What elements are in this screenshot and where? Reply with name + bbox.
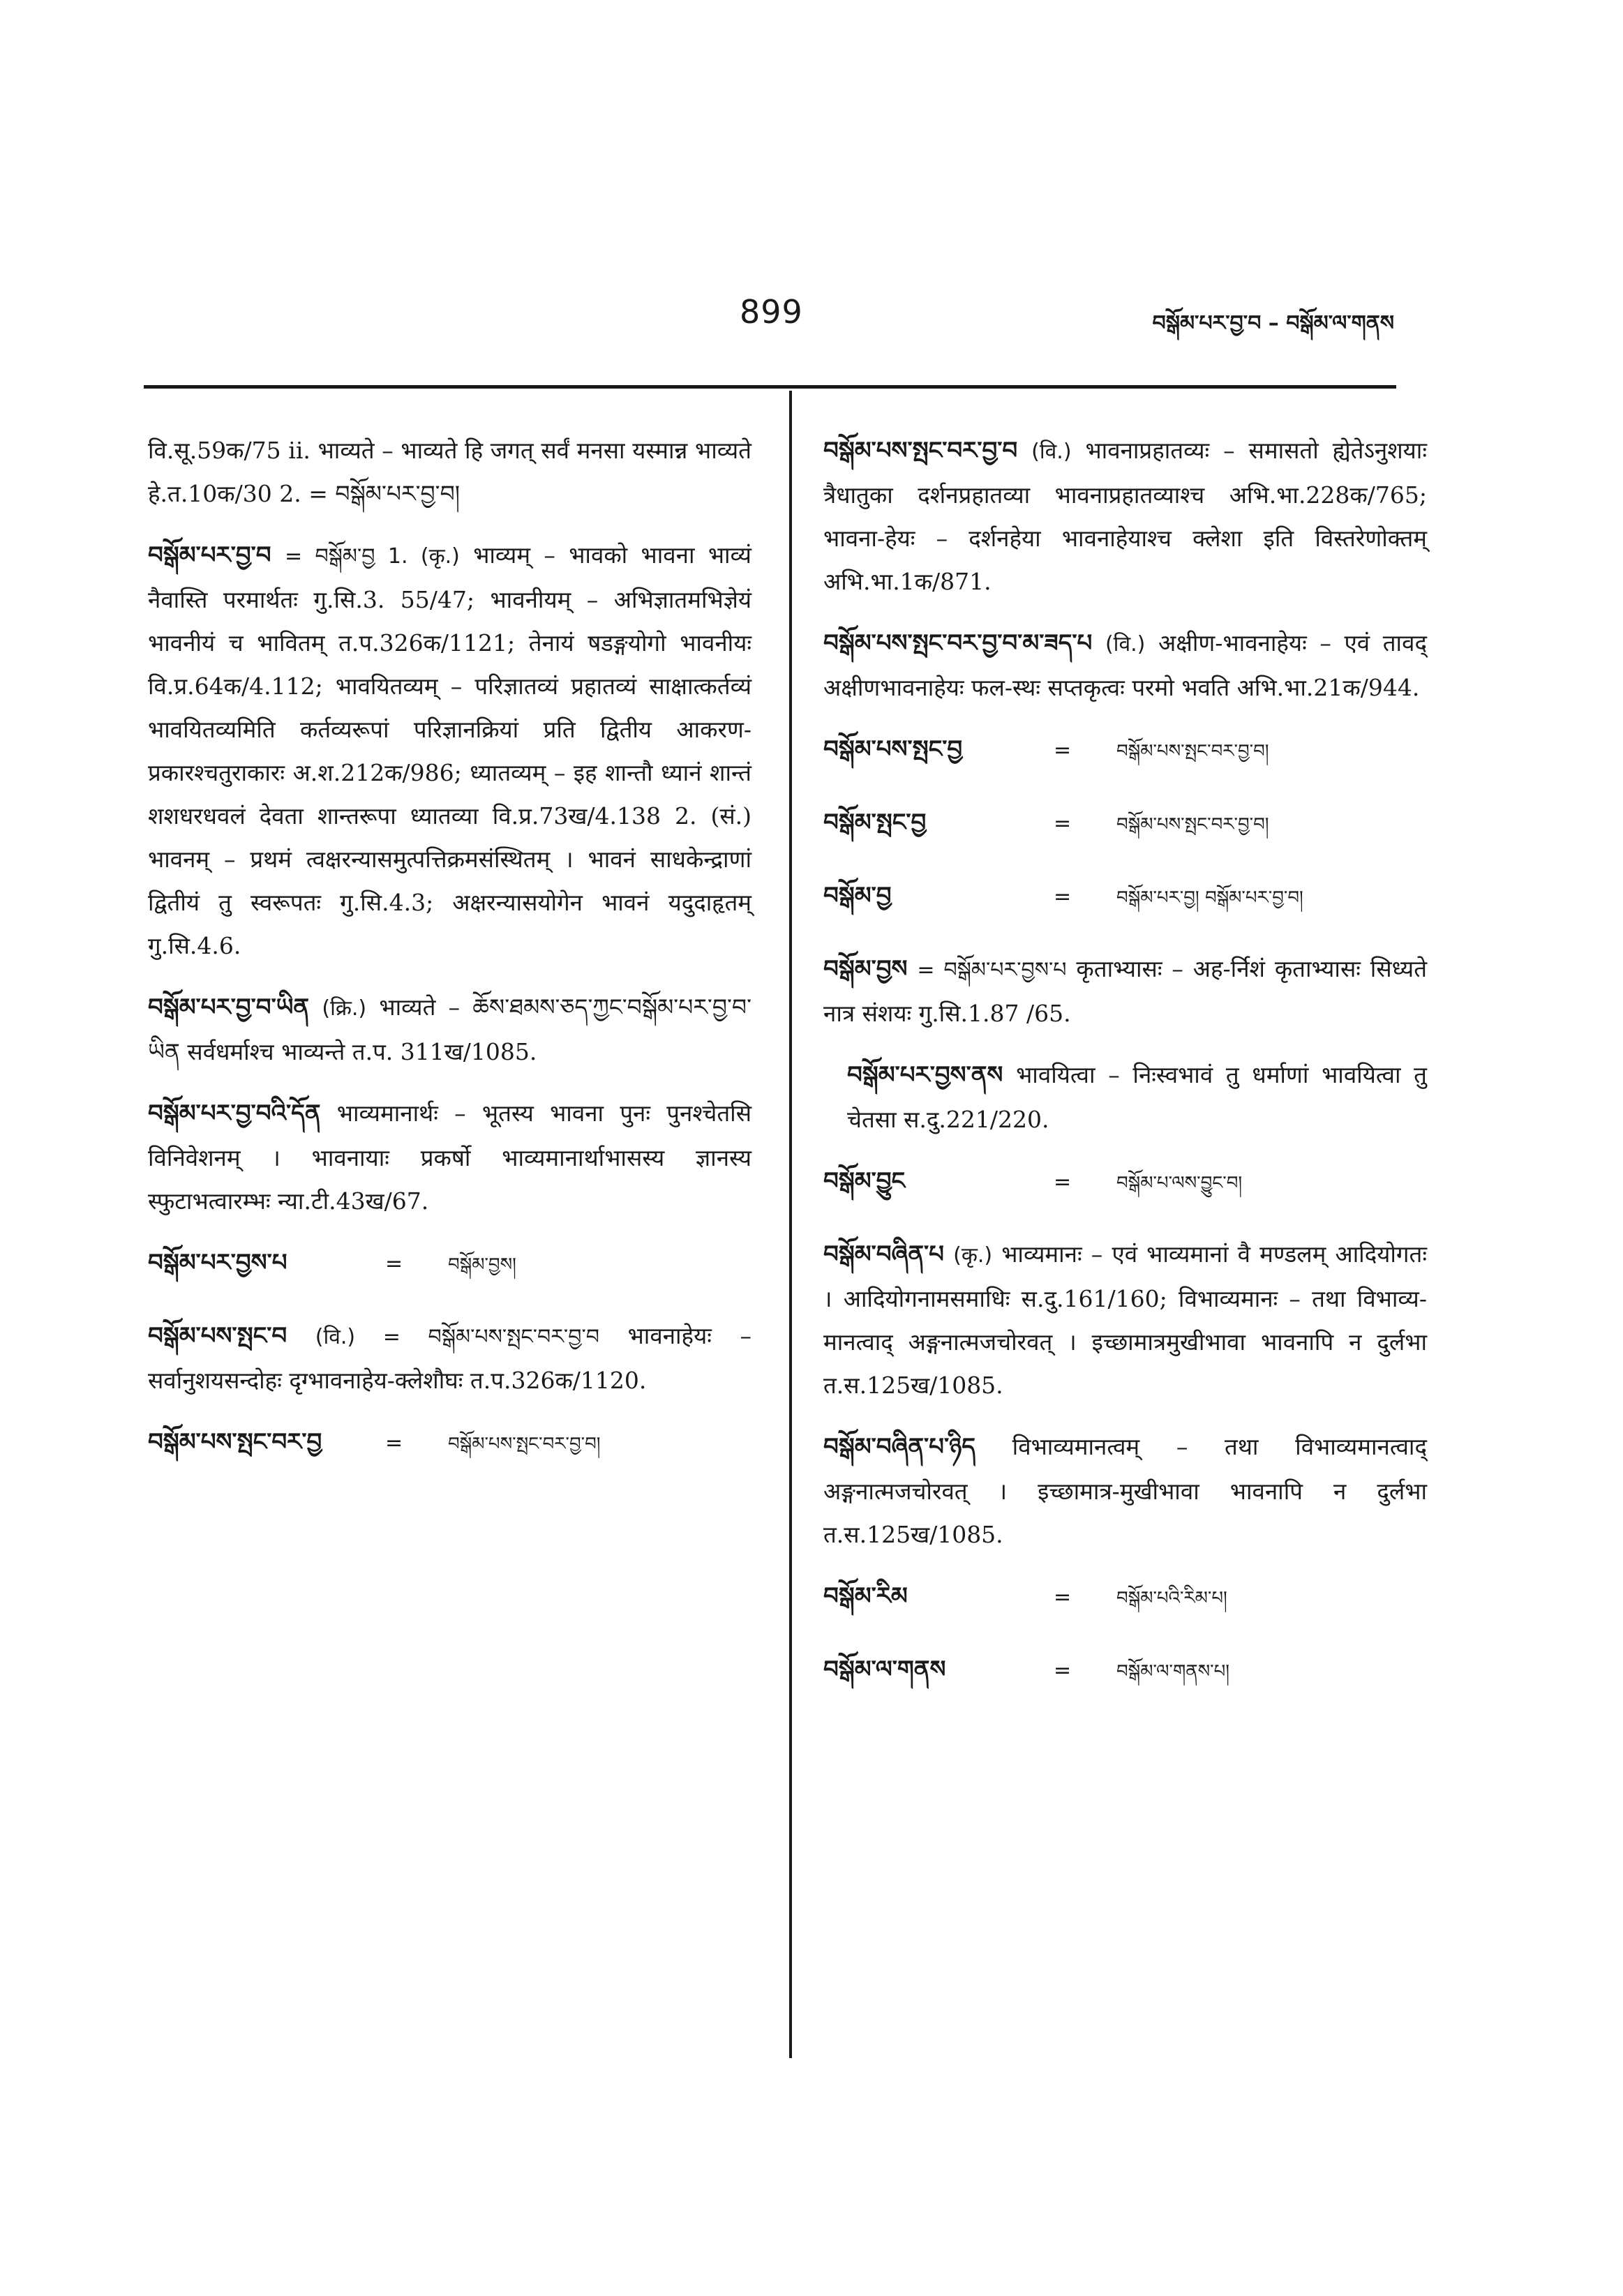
- continuation-entry: [148, 429, 751, 516]
- entry-headword: བསྒོམ་བཞིན་པ: [823, 1240, 944, 1268]
- entry-headword: བསྒོམ་པས་སྤང་བ: [148, 1322, 287, 1350]
- entry-headword: བསྒོམ་པར་བྱ་བ་ཡིན: [148, 993, 310, 1021]
- cross-reference-entry: [148, 1420, 751, 1466]
- cross-reference-entry: [823, 1575, 1427, 1620]
- equals-sign: =: [1054, 1585, 1072, 1610]
- entry-grammar: = བསྒོམ་པར་བྱས་པ: [917, 958, 1067, 982]
- dictionary-entry: [148, 1092, 751, 1223]
- entry-body: विभाव्यमानत्वम् – तथा विभाव्यमानत्वाद् अङ्गनात्मजचोरवत् । इच्छामात्र-मुखीभावा भावनापि न दुर्लभा त.स.125ख/1085.: [823, 1433, 1427, 1548]
- column-divider: [789, 391, 792, 2058]
- entry-headword: བསྒོམ་བྱུང: [823, 1167, 906, 1195]
- dictionary-entry: [148, 986, 751, 1074]
- cross-reference-target: བསྒོམ་ལ་གནས་པ།: [1116, 1661, 1230, 1682]
- entry-grammar: = བསྒོམ་བྱ 1. (कृ.): [284, 544, 460, 569]
- cross-reference-entry: [823, 874, 1427, 920]
- dictionary-entry: [823, 622, 1427, 710]
- dictionary-entry: [148, 1314, 751, 1402]
- equals-sign: =: [1054, 738, 1072, 763]
- header-rule: [144, 385, 1396, 389]
- entry-headword: བསྒོམ་སྤང་བྱ: [823, 809, 927, 836]
- entry-body: भावनाप्रहातव्यः – समासतो ह्येतेऽनुशयाः त्रैधातुका दर्शनप्रहातव्या भावनाप्रहातव्याश्च अभि.भा.228क/765; भावना-हेयः – दर्शनहेया भावनाहेयाश्च क्लेशा इति विस्तरेणोक्तम् अभि.भा.1क/871.: [823, 437, 1428, 595]
- left-column: [148, 429, 751, 1494]
- equals-sign: =: [1054, 1170, 1072, 1194]
- entry-headword: བསྒོམ་རིམ: [823, 1582, 908, 1610]
- entry-body: वि.सू.59क/75 ii. भाव्यते – भाव्यते हि जगत् सर्वं मनसा यस्मान्न भाव्यते हे.त.10क/30 2. = བསྒོམ་པར་བྱ་བ།: [148, 437, 751, 507]
- right-column: [823, 429, 1427, 1721]
- entry-grammar: (कृ.): [953, 1243, 993, 1268]
- entry-body: भावनाहेयः – सर्वानुशयसन्दोहः दृग्भावनाहेय-क्लेशौघः त.प.326क/1120.: [148, 1322, 751, 1394]
- entry-grammar: (क्रि.): [322, 996, 367, 1021]
- cross-reference-target: བསྒོམ་པས་སྤང་བར་བྱ་བ།: [1116, 814, 1269, 835]
- cross-reference-entry: [148, 1241, 751, 1286]
- equals-sign: =: [1054, 1658, 1072, 1683]
- cross-reference-target: བསྒོམ་པའི་རིམ་པ།: [1116, 1588, 1227, 1609]
- dictionary-entry: [823, 1233, 1427, 1407]
- entry-grammar: (वि.) = བསྒོམ་པས་སྤང་བར་བྱ་བ: [315, 1325, 599, 1349]
- entry-headword: བསྒོམ་པར་བྱ་བའི་དོན: [148, 1100, 321, 1127]
- cross-reference-target: བསྒོམ་པ་ལས་བྱུང་བ།: [1116, 1173, 1243, 1194]
- entry-headword: བསྒོམ་བྱ: [823, 882, 892, 910]
- entry-body: भाव्यमानः – एवं भाव्यमानां वै मण्डलम् आदियोगतः । आदियोगनामसमाधिः स.दु.161/160; विभाव्यमानः – तथा विभाव्य-मानत्वाद् अङ्गनात्मजचोरवत् । इच्छामात्रमुखीभावा भावनापि न दुर्लभा त.स.125ख/1085.: [823, 1240, 1427, 1399]
- entry-body: कृताभ्यासः – अह-र्निशं कृताभ्यासः सिध्यते नात्र संशयः गु.सि.1.87 /65.: [823, 955, 1428, 1027]
- dictionary-entry: [823, 947, 1427, 1035]
- cross-reference-entry: [823, 1648, 1427, 1693]
- entry-headword: བསྒོམ་པས་སྤང་བྱ: [823, 735, 963, 763]
- entry-headword: བསྒོམ་བཞིན་པ་ཉིད: [823, 1433, 975, 1461]
- dictionary-entry: [148, 534, 751, 968]
- cross-reference-target: བསྒོམ་བྱས།: [448, 1254, 516, 1275]
- cross-reference-target: བསྒོམ་པར་བྱ། བསྒོམ་པར་བྱ་བ།: [1116, 887, 1303, 908]
- equals-sign: =: [1054, 885, 1072, 909]
- dictionary-entry: [823, 1425, 1427, 1556]
- entry-headword: བསྒོམ་ལ་གནས: [823, 1656, 946, 1683]
- entry-headword: བསྒོམ་པར་བྱས་ནས: [847, 1061, 1003, 1089]
- entry-body: भाव्यमानार्थः – भूतस्य भावना पुनः पुनश्चेतसि विनिवेशनम् । भावनायाः प्रकर्षो भाव्यमानार्थाभासस्य ज्ञानस्य स्फुटाभत्वारम्भः न्या.टी.43ख/67.: [148, 1100, 751, 1215]
- entry-headword: བསྒོམ་པར་བྱས་པ: [148, 1249, 287, 1277]
- entry-headword: བསྒོམ་པས་སྤང་བར་བྱ་བ: [823, 437, 1018, 465]
- equals-sign: =: [385, 1252, 403, 1276]
- entry-headword: བསྒོམ་པས་སྤང་བར་བྱ: [148, 1428, 322, 1456]
- cross-reference-target: བསྒོམ་པས་སྤང་བར་བྱ་བ།: [1116, 741, 1269, 762]
- entry-headword: བསྒོམ་པར་བྱ་བ: [148, 541, 271, 569]
- dictionary-entry: [823, 429, 1427, 603]
- cross-reference-entry: [823, 801, 1427, 846]
- entry-body: भाव्यते – ཆོས་ཐམས་ཅད་ཀྱང་བསྒོམ་པར་བྱ་བ་ཡིན सर्वधर्माश्च भाव्यन्ते त.प. 311ख/1085.: [148, 993, 751, 1065]
- equals-sign: =: [1054, 811, 1072, 836]
- entry-grammar: (वि.): [1031, 440, 1072, 464]
- entry-body: भावयित्वा – निःस्वभावं तु धर्माणां भावयित्वा तु चेतसा स.दु.221/220.: [847, 1061, 1427, 1133]
- page-number: 899: [740, 293, 803, 331]
- dictionary-subentry: [847, 1053, 1427, 1141]
- entry-headword: བསྒོམ་པས་སྤང་བར་བྱ་བ་མ་ཟད་པ: [823, 629, 1093, 657]
- entry-headword: བསྒོམ་བྱས: [823, 955, 908, 983]
- equals-sign: =: [385, 1431, 403, 1455]
- running-head: བསྒོམ་པར་བྱ་བ – བསྒོམ་ལ་གནས: [1152, 311, 1394, 336]
- cross-reference-entry: [823, 1160, 1427, 1205]
- entry-body: अक्षीण-भावनाहेयः – एवं तावद् अक्षीणभावनाहेयः फल-स्थः सप्तकृत्वः परमो भवति अभि.भा.21क/944.: [823, 629, 1427, 701]
- cross-reference-target: བསྒོམ་པས་སྤང་བར་བྱ་བ།: [448, 1434, 601, 1455]
- entry-grammar: (वि.): [1105, 632, 1146, 656]
- cross-reference-entry: [823, 728, 1427, 773]
- entry-body: भाव्यम् – भावको भावना भाव्यं नैवास्ति परमार्थतः गु.सि.3. 55/47; भावनीयम् – अभिज्ञातमभिज्ञेयं भावनीयं च भावितम् त.प.326क/1121; तेनायं षडङ्गयोगो भावनीयः वि.प्र.64क/4.112; भावयितव्यम् – परिज्ञातव्यं प्रहातव्यं साक्षात्कर्तव्यं भावयितव्यमिति कर्तव्यरूपां परिज्ञानक्रियां प्रति द्वितीय आकरण-प्रकारश्चतुराकारः अ.श.212क/986; ध्यातव्यम् – इह शान्तौ ध्यानं शान्तं शशधरधवलं देवता शान्तरूपा ध्यातव्या वि.प्र.73ख/4.138 2. (सं.) भावनम् – प्रथमं त्वक्षरन्यासमुत्पत्तिक्रमसंस्थितम् । भावनं साधकेन्द्राणां द्वितीयं तु स्वरूपतः गु.सि.4.3; अक्षरन्यासयोगेन भावनं यदुदाहृतम् गु.सि.4.6.: [148, 541, 751, 959]
